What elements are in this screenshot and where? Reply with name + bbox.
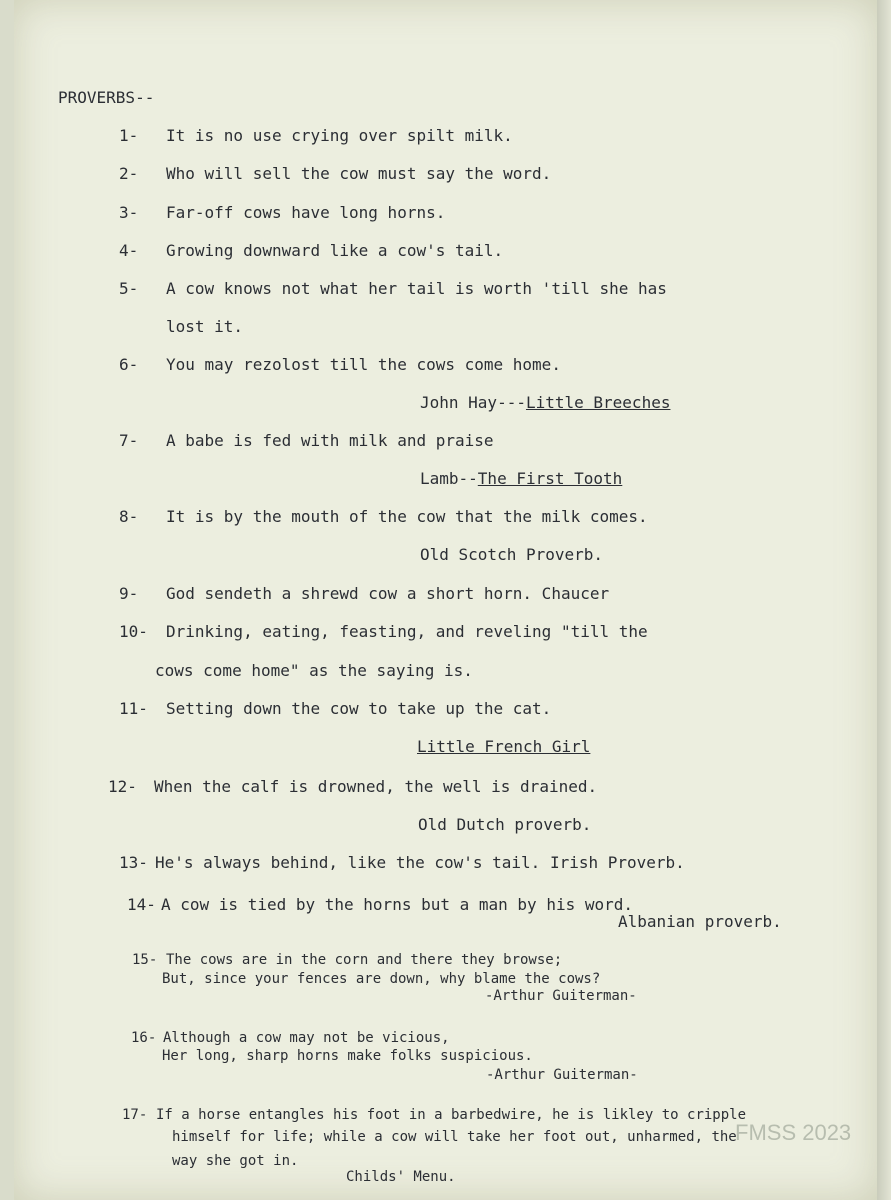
item-number: 10-: [119, 622, 148, 641]
item-number: 6-: [119, 355, 139, 374]
attribution-title: The First Tooth: [477, 469, 623, 488]
item-number: 16-: [131, 1030, 157, 1046]
attribution: Albanian proverb.: [618, 912, 782, 931]
item-number: 8-: [119, 507, 139, 526]
proverb-text: Setting down the cow to take up the cat.: [166, 699, 552, 718]
proverb-text: Far-off cows have long horns.: [166, 203, 446, 222]
proverb-continuation: himself for life; while a cow will take her foot out, unharmed, the: [172, 1129, 737, 1145]
item-number: 7-: [119, 431, 139, 450]
item-number: 2-: [119, 164, 139, 183]
item-number: 13-: [119, 853, 148, 872]
attribution: -Arthur Guiterman-: [486, 1067, 638, 1083]
proverb-text: It is by the mouth of the cow that the milk comes.: [166, 507, 648, 526]
item-number: 1-: [119, 126, 139, 145]
proverb-text: Drinking, eating, feasting, and reveling "till the: [166, 622, 648, 641]
item-number: 3-: [119, 203, 139, 222]
attribution-title: Little Breeches: [525, 393, 671, 412]
proverb-text: Growing downward like a cow's tail.: [166, 241, 504, 260]
proverb-text: God sendeth a shrewd cow a short horn. Chaucer: [166, 584, 610, 603]
proverb-text: You may rezolost till the cows come home.: [166, 355, 561, 374]
proverb-continuation: cows come home" as the saying is.: [155, 661, 473, 680]
proverb-text: When the calf is drowned, the well is drained.: [154, 777, 598, 796]
item-number: 12-: [108, 777, 137, 796]
proverb-text: It is no use crying over spilt milk.: [166, 126, 513, 145]
proverb-text: He's always behind, like the cow's tail. Irish Proverb.: [155, 853, 685, 872]
attribution: -Arthur Guiterman-: [485, 988, 637, 1004]
item-number: 15-: [132, 952, 158, 968]
proverb-continuation: Her long, sharp horns make folks suspicious.: [162, 1048, 533, 1064]
item-number: 4-: [119, 241, 139, 260]
attribution-author: John Hay---: [420, 393, 526, 412]
proverb-continuation: way she got in.: [172, 1153, 299, 1169]
item-number: 14-: [127, 895, 156, 914]
attribution: [420, 469, 622, 489]
proverb-text: A babe is fed with milk and praise: [166, 431, 494, 450]
proverb-text: A cow is tied by the horns but a man by his word.: [161, 895, 634, 914]
proverb-text: If a horse entangles his foot in a barbedwire, he is likley to cripple: [156, 1107, 747, 1123]
proverb-text: The cows are in the corn and there they browse;: [166, 952, 563, 968]
proverb-text: A cow knows not what her tail is worth 'till she has: [166, 279, 667, 298]
proverb-text: Although a cow may not be vicious,: [163, 1030, 450, 1046]
proverb-continuation: But, since your fences are down, why blame the cows?: [162, 971, 601, 987]
attribution-author: Lamb--: [420, 469, 478, 488]
item-number: 9-: [119, 584, 139, 603]
attribution-title: Little French Girl: [417, 737, 591, 756]
attribution: Old Dutch proverb.: [418, 815, 592, 834]
item-number: 11-: [119, 699, 148, 718]
proverbs-heading: PROVERBS--: [58, 88, 155, 107]
archive-watermark: FMSS 2023: [735, 1120, 852, 1145]
item-number: 17-: [122, 1107, 148, 1123]
item-number: 5-: [119, 279, 139, 298]
attribution: Childs' Menu.: [346, 1169, 456, 1185]
proverb-text: Who will sell the cow must say the word.: [166, 164, 552, 183]
attribution: [420, 393, 670, 413]
proverb-continuation: lost it.: [166, 317, 244, 336]
attribution: Old Scotch Proverb.: [420, 545, 604, 564]
